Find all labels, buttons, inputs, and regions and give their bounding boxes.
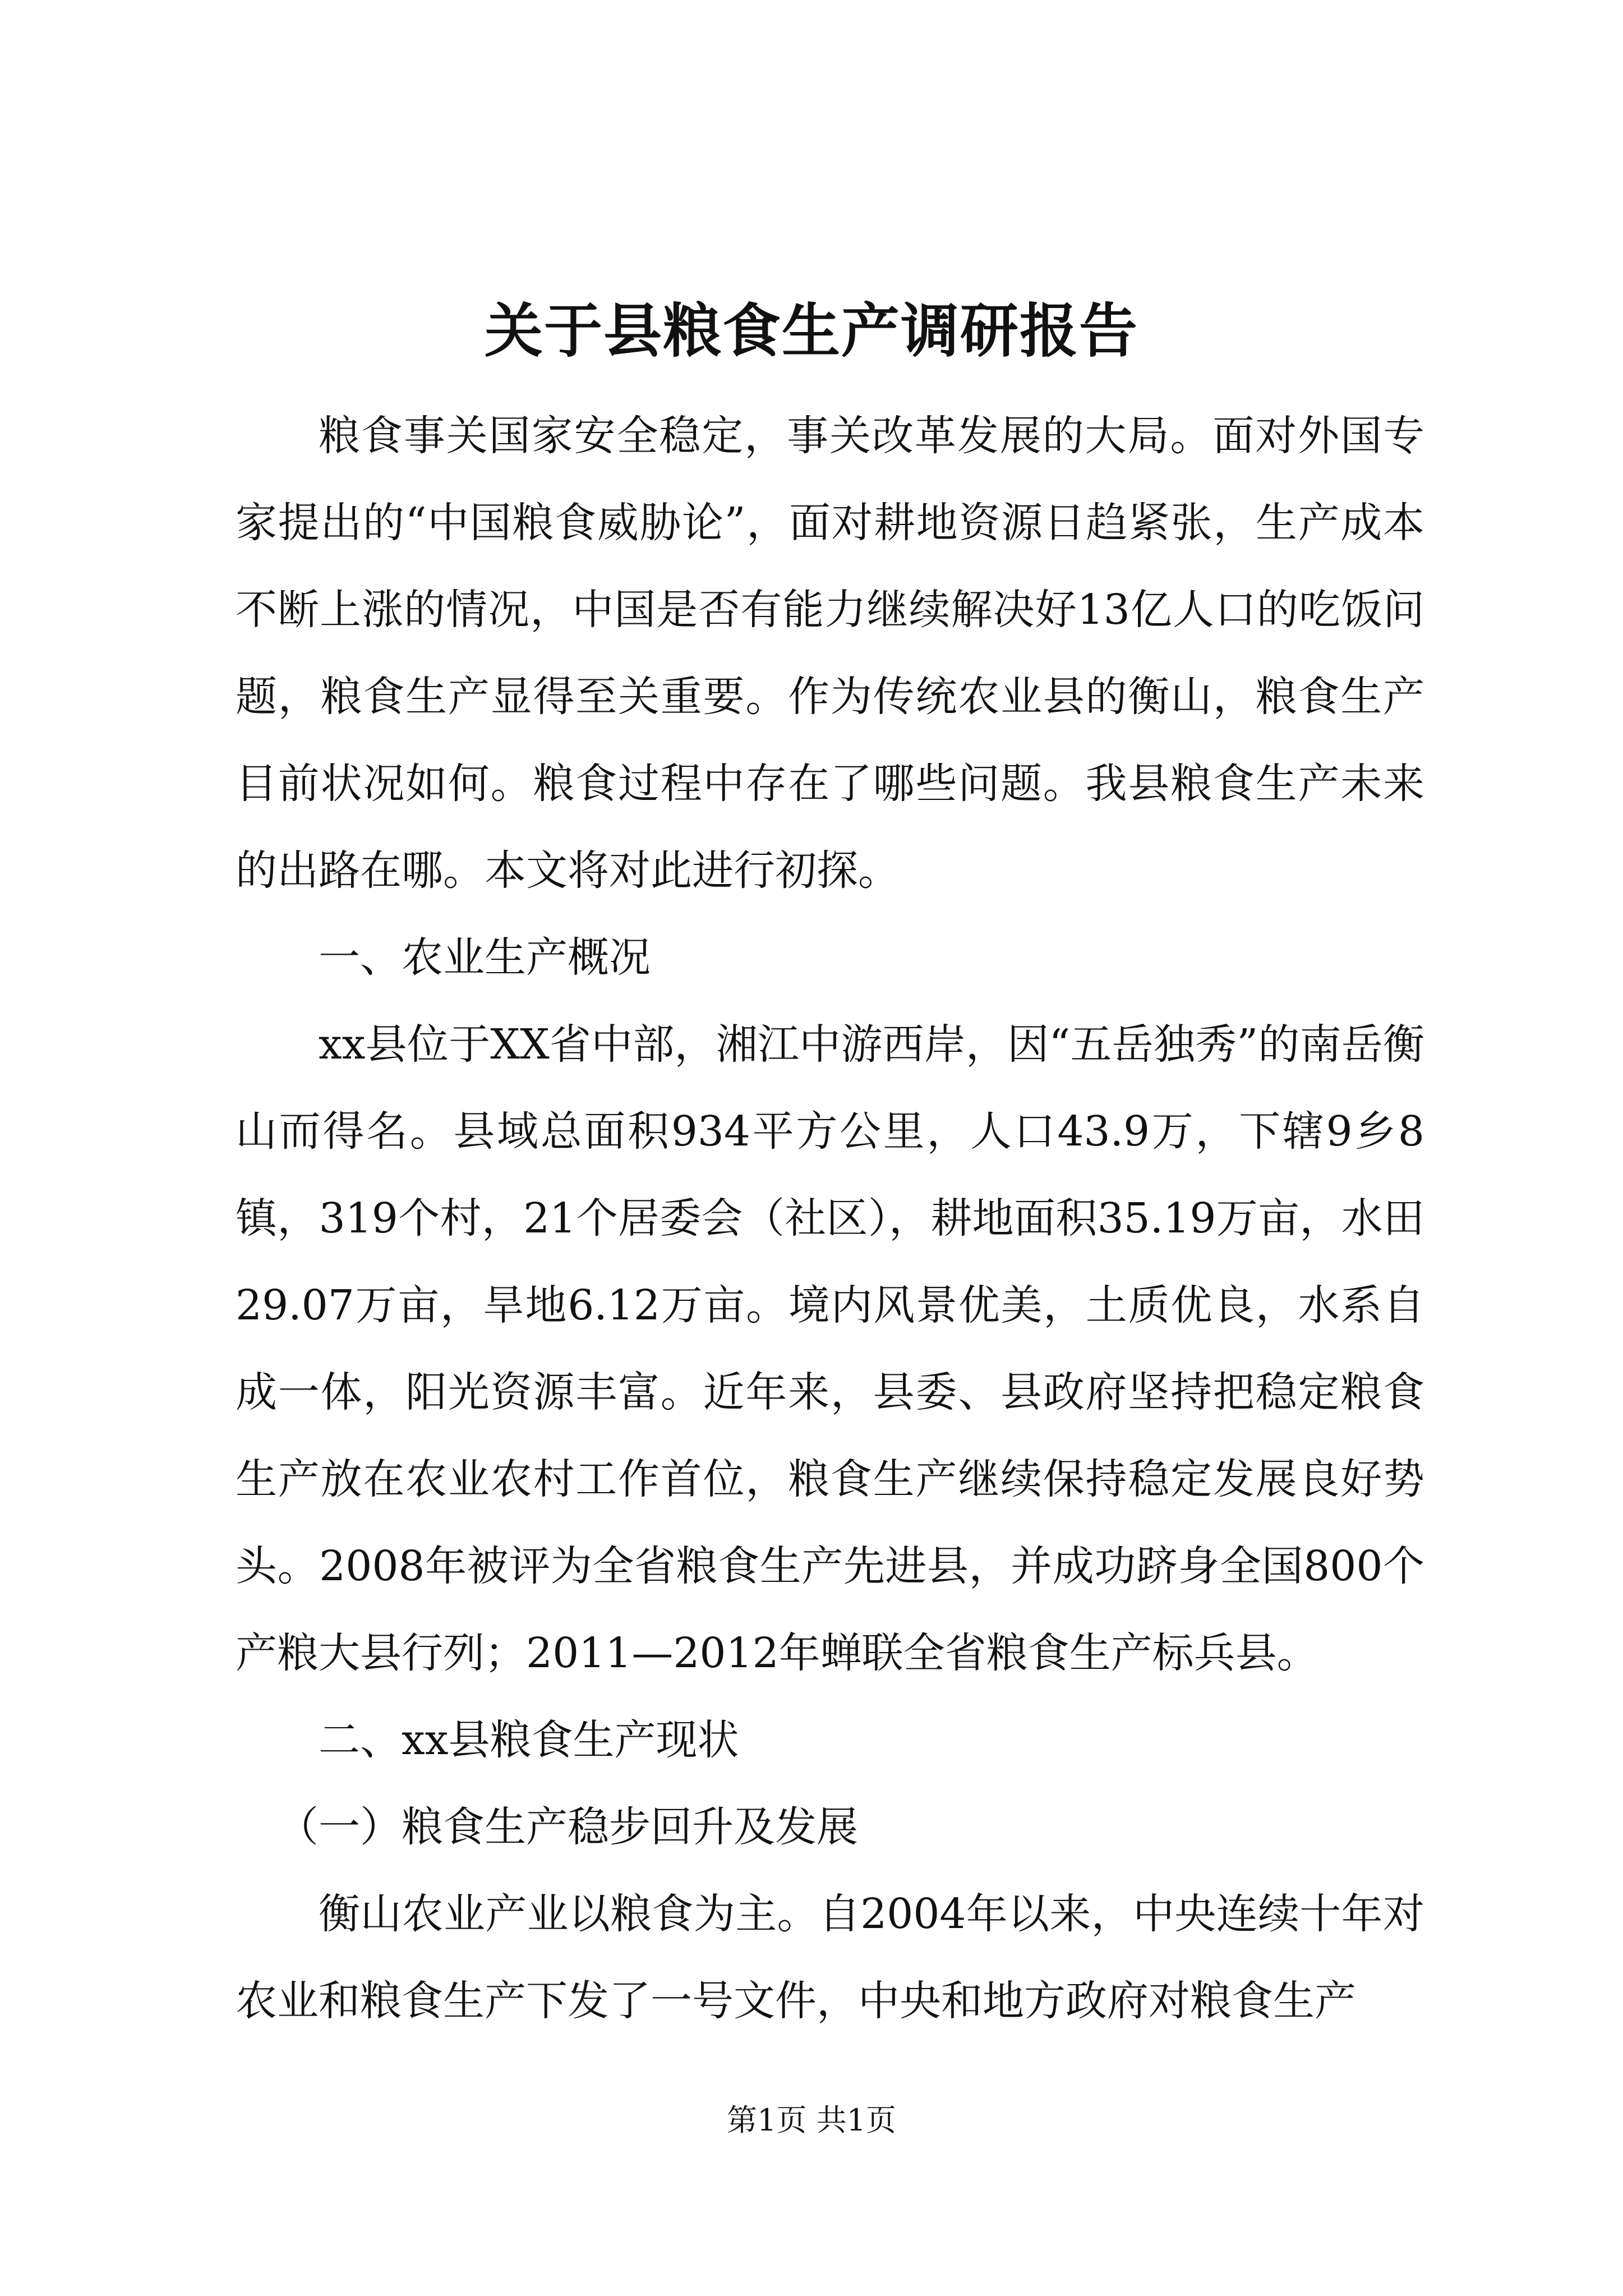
- subsection-heading-growth: （一）粮食生产稳步回升及发展: [277, 1803, 858, 1851]
- document-title: 关于县粮食生产调研报告: [484, 296, 1138, 365]
- document-body: [236, 393, 1424, 2045]
- intro-paragraph: 粮食事关国家安全稳定，事关改革发展的大局。面对外国专家提出的“中国粮食威胁论”，面对耕地资源日趋紧张，生产成本不断上涨的情况，中国是否有能力继续解决好13亿人口的吃饭问题，粮食生产显得至关重要。作为传统农业县的衡山，粮食生产目前状况如何。粮食过程中存在了哪些问题。我县粮食生产未来的出路在哪。本文将对此进行初探。: [236, 412, 1424, 895]
- section-heading-overview: 一、农业生产概况: [319, 933, 651, 982]
- growth-paragraph: 衡山农业产业以粮食为主。自2004年以来，中央连续十年对农业和粮食生产下发了一号文件，中央和地方政府对粮食生产: [236, 1890, 1424, 2025]
- page-number-footer: 第1页 共1页: [727, 2102, 896, 2138]
- overview-paragraph: xx县位于XX省中部，湘江中游西岸，因“五岳独秀”的南岳衡山而得名。县域总面积934平方公里，人口43.9万，下辖9乡8镇，319个村，21个居委会（社区），耕地面积35.19万亩，水田29.07万亩，旱地6.12万亩。境内风景优美，土质优良，水系自成一体，阳光资源丰富。近年来，县委、县政府坚持把稳定粮食生产放在农业农村工作首位，粮食生产继续保持稳定发展良好势头。2008年被评为全省粮食生产先进县，并成功跻身全国800个产粮大县行列；2011—2012年蝉联全省粮食生产标兵县。: [236, 1020, 1424, 1677]
- section-heading-status: 二、xx县粮食生产现状: [319, 1716, 739, 1764]
